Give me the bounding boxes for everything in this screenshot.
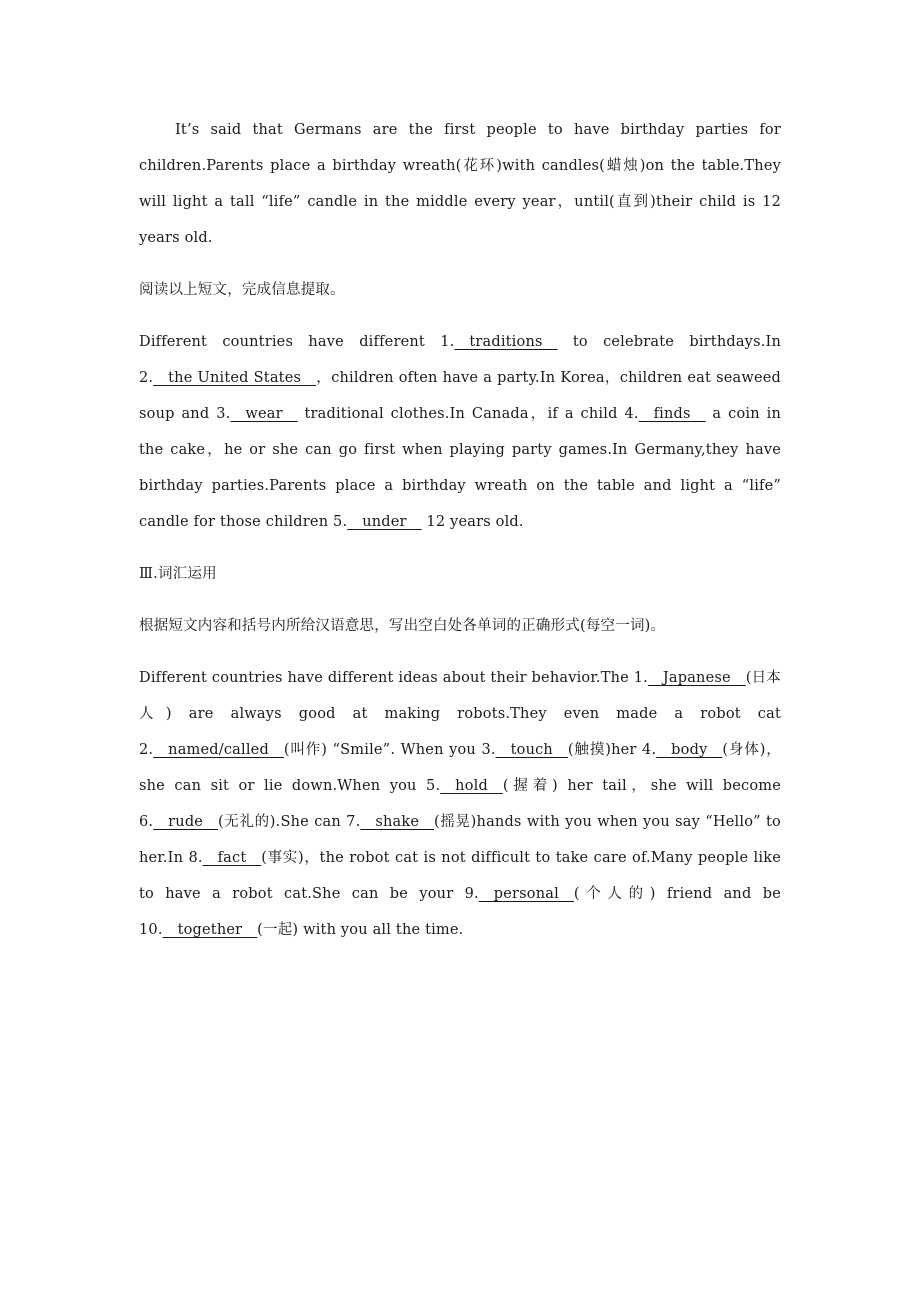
text-run: to celebrate birthdays.In 2. <box>139 334 781 386</box>
passage-sentence: They will light a tall “life” candle in the middle every year，until(直到)their child is 12 years old. <box>139 158 781 246</box>
text-run: Different countries have different 1. <box>139 334 455 350</box>
passage-sentence: Parents place a birthday wreath(花环)with candles(蜡烛)on the table. <box>206 158 745 174</box>
text-run: (叫作) “Smile”. When you 3. <box>283 742 496 758</box>
answer-blank: __fact__ <box>202 850 262 866</box>
passage-paragraph <box>139 112 781 256</box>
answer-blank: __named/called__ <box>153 742 284 758</box>
section-instruction: 根据短文内容和括号内所给汉语意思，写出空白处各单词的正确形式(每空一词)。 <box>139 618 666 634</box>
text-run: (触摸)her 4. <box>567 742 657 758</box>
answer-blank: __shake__ <box>360 814 435 830</box>
text-run: (一起) with you all the time. <box>257 922 464 938</box>
answer-blank: __body__ <box>656 742 723 758</box>
answer-blank: __hold__ <box>440 778 503 794</box>
text-run: (无礼的).She can 7. <box>217 814 361 830</box>
text-run: (摇晃)hands with you when you say “Hello” to her.In 8. <box>139 814 781 866</box>
text-run: Different countries have different ideas about their behavior.The 1. <box>139 670 648 686</box>
text-run: a coin in the cake，he or she can go first when playing party games.In Germany,they have birthday parties.Parents place a birthday wreath on the table and light a “life” candle for those children 5. <box>139 406 782 530</box>
text-run: 12 years old. <box>421 514 524 530</box>
text-run: traditional clothes.In Canada，if a child 4. <box>297 406 639 422</box>
text-run: (个人的) friend and be 10. <box>139 886 781 938</box>
answer-blank: __Japanese__ <box>647 670 746 686</box>
answer-blank: __under__ <box>347 514 422 530</box>
answer-blank: __wear__ <box>230 406 298 422</box>
passage-sentence: It’s said that Germans are the first people to have birthday parties for children. <box>139 122 781 174</box>
answer-blank: __traditions__ <box>454 334 558 350</box>
answer-blank: __together__ <box>162 922 258 938</box>
text-run: (握着) her tail，she will become 6. <box>139 778 781 830</box>
section-heading: Ⅲ.词汇运用 <box>139 566 217 582</box>
vocabulary-paragraph <box>139 660 781 948</box>
text-run: ，children often have a party.In Korea，children eat seaweed soup and 3. <box>139 370 781 422</box>
text-run: (身体)，she can sit or lie down.When you 5. <box>139 742 781 794</box>
answer-blank: __touch__ <box>495 742 568 758</box>
answer-blank: __personal__ <box>478 886 574 902</box>
info-extraction-paragraph <box>139 324 781 540</box>
answer-blank: __rude__ <box>153 814 218 830</box>
answer-blank: __the United States__ <box>153 370 317 386</box>
info-instruction: 阅读以上短文，完成信息提取。 <box>139 282 345 298</box>
text-run: (日本人) are always good at making robots.They even made a robot cat 2. <box>139 670 781 758</box>
answer-blank: __finds__ <box>638 406 706 422</box>
text-run: (事实)，the robot cat is not difficult to take care of.Many people like to have a robot cat.She can be your 9. <box>139 850 781 902</box>
